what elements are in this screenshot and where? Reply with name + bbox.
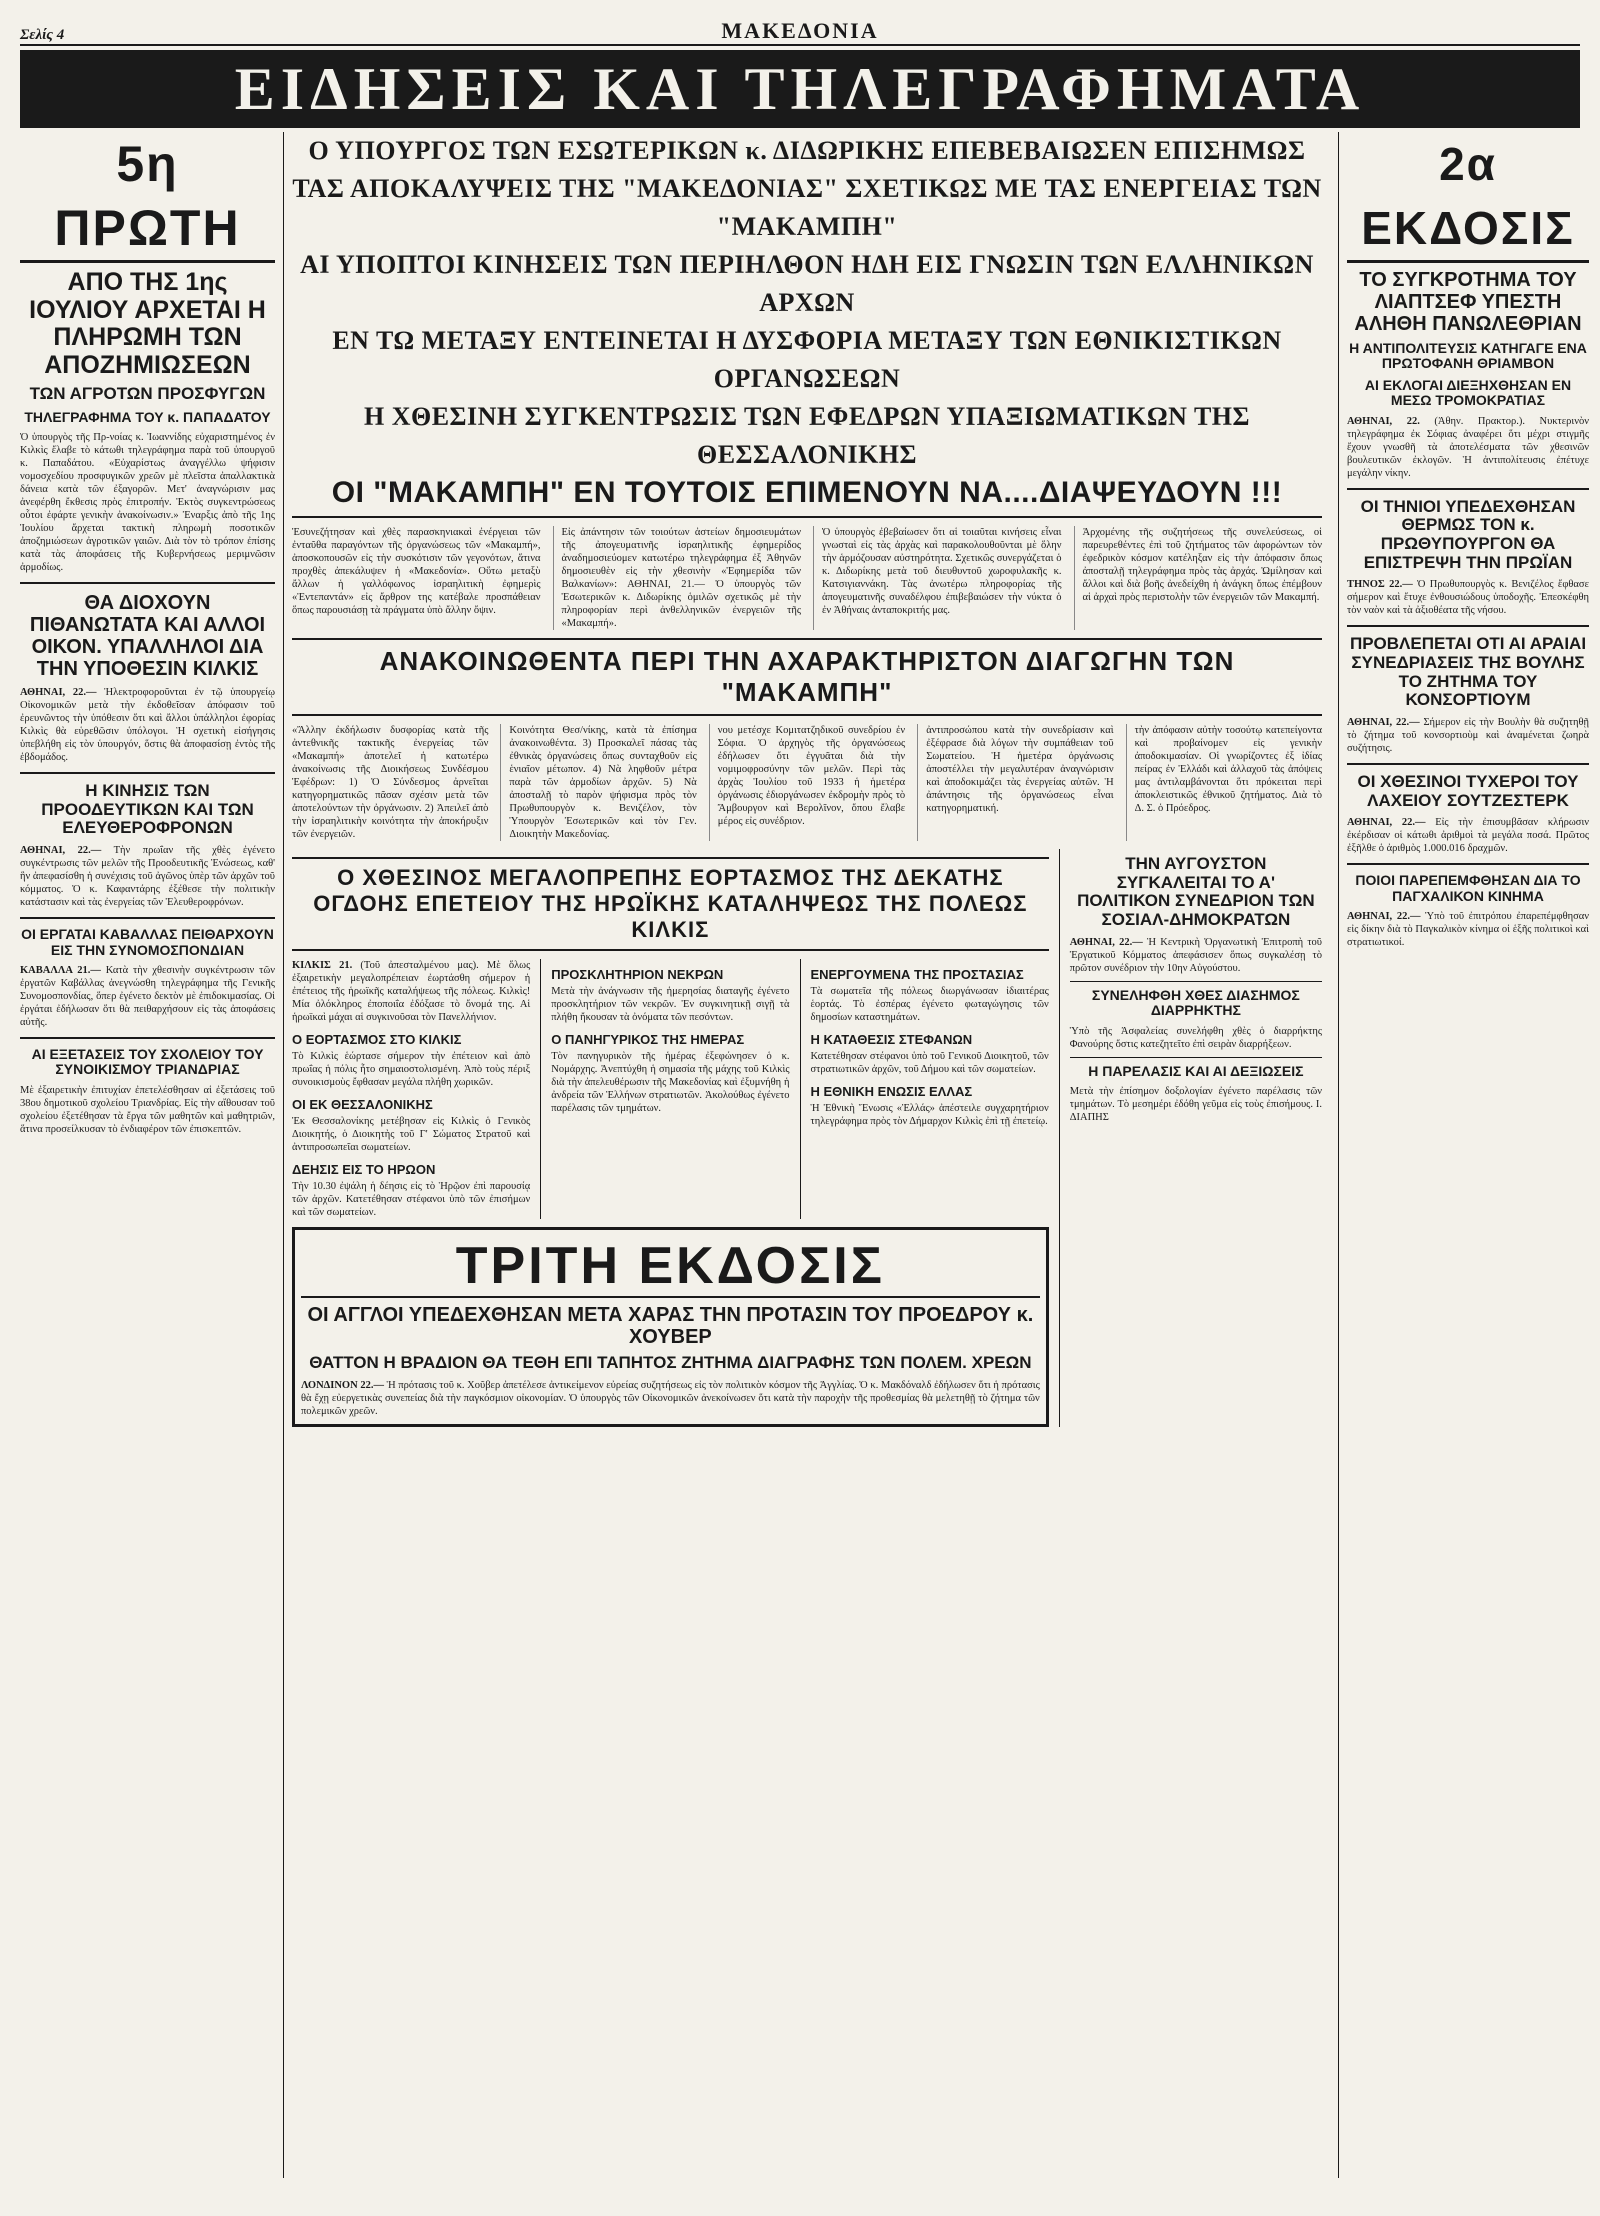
article-text: Σήμερον εἰς τὴν Βουλὴν θὰ συζητηθῇ τὸ ζήτημα τοῦ κονσορτιοὺμ καὶ ἀναμένεται ζωηρὰ συζήτησις. (1347, 717, 1589, 755)
article-body (20, 964, 275, 1029)
article-body: Τὰ σωματεῖα τῆς πόλεως διωργάνωσαν ἰδιαιτέρας ἑορτάς. Τὸ ἐσπέρας ἐγένετο φωταγώγησις τῶν δημοσίων καταστημάτων. (810, 986, 1049, 1023)
article-body (1347, 910, 1589, 949)
headline: Η ΚΙΝΗΣΙΣ ΤΩΝ ΠΡΟΟΔΕΥΤΙΚΩΝ ΚΑΙ ΤΩΝ ΕΛΕΥΘΕΡΟΦΡΟΝΩΝ (41, 781, 254, 838)
article-body: τὴν ἀπόφασιν αὐτὴν τοσούτῳ κατεπείγοντα καὶ προβαίνομεν εἰς γενικὴν ἀποδοκιμασίαν. Οἱ γνωρίζοντες ἐξ ἰδίας πείρας ἐν Ἑλλάδι καὶ ἀλλαχοῦ τὰς ἀπόψεις μας ἀντιλαμβάνονται ὅτι πρόκειται περὶ ἀποκλειστικῶς ἐθνικοῦ ζητήματος. Διὰ τὸ Δ. Σ. ὁ Πρόεδρος. (1126, 724, 1322, 841)
first-edition-label: 5η ΠΡΩΤΗ (20, 132, 275, 263)
article-body (1070, 936, 1322, 975)
article-body: Μετὰ τὴν ἐπίσημον δοξολογίαν ἐγένετο παρέλασις τῶν τμημάτων. Τὸ μεσημέρι ἐδόθη γεῦμα εἰς τοὺς ἐπισήμους. Ι. ΔΙΑΠΗΣ (1069, 1085, 1322, 1123)
divider (20, 582, 275, 584)
kilkis-column (540, 959, 789, 1219)
dateline: ΚΑΒΑΛΛΑ 21.— (20, 964, 101, 976)
headline: ΠΡΟΒΛΕΠΕΤΑΙ ΟΤΙ ΑΙ ΑΡΑΙΑΙ ΣΥΝΕΔΡΙΑΣΕΙΣ ΤΗΣ ΒΟΥΛΗΣ ΤΟ ΖΗΤΗΜΑ ΤΟΥ ΚΟΝΣΟΡΤΙΟΥΜ (1349, 634, 1587, 710)
article-text: Ἡ Κεντρικὴ Ὀργανωτικὴ Ἐπιτροπὴ τοῦ Ἐργατικοῦ Κόμματος ἀπεφάσισεν ὅπως συγκαλέσῃ τὸ πρῶτον συνέδριον τὴν 10ην Αὐγούστου. (1069, 936, 1322, 974)
article-body: ἀντιπροσώπου κατὰ τὴν συνεδρίασιν καὶ ἐξέφρασε διὰ λόγων τὴν συμπάθειαν τοῦ Σωματείου. Ἡ ἡμετέρα ὀργάνωσις ἀποστέλλει τὴν μεγαλυτέραν ἀναγνώρισιν καὶ ἀποδοκιμάζει τὰς ἐνεργείας αὐτῶν. Ἡ ἀπάντησις τῆς ὀργανώσεως εἶναι κατηγορηματική. (917, 724, 1113, 841)
headline: ΑΠΟ ΤΗΣ 1ης ΙΟΥΛΙΟΥ ΑΡΧΕΤΑΙ Η ΠΛΗΡΩΜΗ ΤΩΝ ΑΠΟΖΗΜΙΩΣΕΩΝ (29, 268, 266, 379)
article-body: Μετὰ τὴν ἀνάγνωσιν τῆς ἡμερησίας διαταγῆς ἐγένετο προσκλητήριον τῶν νεκρῶν. Ἐν συγκινητικῇ σιγῇ τὰ πλήθη ἤκουσαν τὰ ὀνόματα τῶν πεσόντων. (551, 986, 790, 1023)
headline: ΟΙ ΕΡΓΑΤΑΙ ΚΑΒΑΛΛΑΣ ΠΕΙΘΑΡΧΟΥΝ ΕΙΣ ΤΗΝ ΣΥΝΟΜΟΣΠΟΝΔΙΑΝ (21, 926, 274, 958)
headline: ΟΙ ΤΗΝΙΟΙ ΥΠΕΔΕΧΘΗΣΑΝ ΘΕΡΜΩΣ ΤΟΝ κ. ΠΡΩΘΥΠΟΥΡΓΟΝ ΘΑ ΕΠΙΣΤΡΕΨΗ ΤΗΝ ΠΡΩΪΑΝ (1360, 496, 1576, 572)
article-text: Ὁ Πρωθυπουργὸς κ. Βενιζέλος ἔφθασε σήμερον καὶ ἔτυχε ἐνθουσιώδους ὑποδοχῆς. Ἐπεσκέφθη τὸν ναὸν καὶ τὰ ἀξιοθέατα τῆς νήσου. (1347, 579, 1589, 617)
headline: ΠΟΙΟΙ ΠΑΡΕΠΕΜΦΘΗΣΑΝ ΔΙΑ ΤΟ ΠΑΓΧΑΛΙΚΟΝ ΚΙΝΗΜΑ (1355, 872, 1581, 904)
subheading: Ο ΠΑΝΗΓΥΡΙΚΟΣ ΤΗΣ ΗΜΕΡΑΣ (551, 1032, 745, 1047)
article-text: Κατὰ τὴν χθεσινὴν συγκέντρωσιν τῶν ἐργατῶν Καβάλλας ἀνεγνώσθη τηλεγράφημα τῆς Γενικῆς Συνομοσπονδίας, ὅπερ ἐγένετο δεκτὸν μὲ ἐπιδοκιμασίας. Οἱ ἐργάται ἐδήλωσαν ὅτι θὰ πειθαρχήσουν εἰς τὰς ἀποφάσεις αὐτῆς. (20, 964, 276, 1028)
subheadline: ΑΙ ΕΚΛΟΓΑΙ ΔΙΕΞΗΧΘΗΣΑΝ ΕΝ ΜΕΣΩ ΤΡΟΜΟΚΡΑΤΙΑΣ (1364, 376, 1572, 409)
subheadline: ΤΩΝ ΑΓΡΟΤΩΝ ΠΡΟΣΦΥΓΩΝ (29, 384, 266, 403)
lead-headline (292, 132, 1322, 518)
article-body (292, 959, 530, 1024)
right-column (1338, 132, 1589, 2178)
article-body: Ὁ ὑπουργὸς ἐβεβαίωσεν ὅτι αἱ τοιαῦται κινήσεις εἶναι γνωσταὶ εἰς τὰς ἀρχὰς καὶ παρακολουθοῦνται μὲ ὅλην τὴν ἁρμόζουσαν αὐστηρότητα. Σχετικῶς συνεργάζεται ὁ κ. Διδωρίκης μετὰ τοῦ διευθυντοῦ χωροφυλακῆς κ. Κατσιγιαννάκη. Τὰς ἀνωτέρω πληροφορίας τῆς ἀπογευματινῆς συναδέλφου ἐπιβεβαιώσεν τὴν νύκτα ὁ ἐν Ἀθήναις ἀνταποκριτής μας. (813, 526, 1062, 630)
article-body: Κοινότητα Θεσ/νίκης, κατὰ τὰ ἐπίσημα ἀνακοινωθέντα. 3) Προσκαλεῖ πάσας τὰς ἐθνικὰς ὀργανώσεις ὅπως συνταχθοῦν εἰς ἑνιαῖον μέτωπον. 4) Νὰ ληφθοῦν μέτρα παρὰ τῶν ἀρμοδίων ἀρχῶν. 5) Νὰ ἀποσταλῇ τὸ παρὸν ψήφισμα πρὸς τὸν Πρωθυπουργὸν κ. Βενιζέλον, τὸν Ὑπουργὸν Ἐσωτερικῶν καὶ τὸν Γεν. Διοικητὴν Μακεδονίας. (500, 724, 696, 841)
subheading: Η ΚΑΤΑΘΕΣΙΣ ΣΤΕΦΑΝΩΝ (810, 1032, 973, 1047)
divider (20, 772, 275, 774)
third-edition-box (292, 1227, 1049, 1427)
newspaper-page (20, 18, 1589, 2178)
divider (20, 917, 275, 919)
lead-headline-line: Η ΧΘΕΣΙΝΗ ΣΥΓΚΕΝΤΡΩΣΙΣ ΤΩΝ ΕΦΕΔΡΩΝ ΥΠΑΞΙΩΜΑΤΙΚΩΝ ΤΗΣ ΘΕΣΣΑΛΟΝΙΚΗΣ (363, 402, 1251, 469)
headline: ΤΗΝ ΑΥΓΟΥΣΤΟΝ ΣΥΓΚΑΛΕΙΤΑΙ ΤΟ Α' ΠΟΛΙΤΙΚΟΝ ΣΥΝΕΔΡΙΟΝ ΤΩΝ ΣΟΣΙΑΛ-ΔΗΜΟΚΡΑΤΩΝ (1077, 854, 1315, 930)
lead-headline-line: ΟΙ "ΜΑΚΑΜΠΗ" ΕΝ ΤΟΥΤΟΙΣ ΕΠΙΜΕΝΟΥΝ ΝΑ....ΔΙΑΨΕΥΔΟΥΝ !!! (331, 476, 1283, 509)
announcement-article (292, 724, 1322, 841)
article-body: Ἐσυνεζήτησαν καὶ χθὲς παρασκηνιακαὶ ἐνέργειαι τῶν ἐνταῦθα παραγόντων τῆς ὀργανώσεως τῶν «Μακαμπή», ἀποσκοπουσῶν εἰς τὴν συσκότισιν τῶν γεγονότων, ἅτινα προχθὲς ἀπεκάλυψεν ἡ «Μακεδονία». Οὕτω μεταξὺ ἄλλων ἡ γαλλόφωνος ἰσραηλιτικὴ ἐφημερὶς «Ἐντεπαντάν» εἰς ἄρθρον της κατέβαλε προσπάθειαν ὅπως παρουσιάσῃ τὰ πράγματα ὑπὸ ἄλλην ὄψιν. (292, 527, 541, 616)
article-body: Ἀρχομένης τῆς συζητήσεως τῆς συνελεύσεως, οἱ παρευρεθέντες ἐπὶ τοῦ ζητήματος τῶν ἀφορώντων τὸν ἐφεδρικὸν κόσμον κατέληξαν εἰς τὴν ἀπόφασιν ὅπως ἀποσταλῇ τηλεγράφημα πρὸς τὰς ἀρχάς. Ὡμίλησαν καὶ ἄλλοι καὶ διὰ βοῆς ἀνεδείχθη ἡ ἀνάγκη ὅπως ἐπέμβουν αἱ ἀρχαὶ πρὸς περιστολὴν τῶν ἐνεργειῶν τῶν Μακαμπή. (1074, 526, 1323, 630)
lead-headline-line: Ο ΥΠΟΥΡΓΟΣ ΤΩΝ ΕΣΩΤΕΡΙΚΩΝ κ. ΔΙΔΩΡΙΚΗΣ ΕΠΕΒΕΒΑΙΩΣΕΝ ΕΠΙΣΗΜΩΣ (308, 136, 1306, 165)
lead-headline-line: ΕΝ ΤΩ ΜΕΤΑΞΥ ΕΝΤΕΙΝΕΤΑΙ Η ΔΥΣΦΟΡΙΑ ΜΕΤΑΞΥ ΤΩΝ ΕΘΝΙΚΙΣΤΙΚΩΝ ΟΡΓΑΝΩΣΕΩΝ (332, 326, 1282, 393)
headline: ΘΑ ΔΙΟΧΟΥΝ ΠΙΘΑΝΩΤΑΤΑ ΚΑΙ ΑΛΛΟΙ ΟΙΚΟΝ. ΥΠΑΛΛΗΛΟΙ ΔΙΑ ΤΗΝ ΥΠΟΘΕΣΙΝ ΚΙΛΚΙΣ (29, 592, 266, 681)
divider (1070, 1057, 1322, 1058)
article-body: Ἐκ Θεσσαλονίκης μετέβησαν εἰς Κιλκὶς ὁ Γενικὸς Διοικητής, ὁ Διοικητὴς τοῦ Γ' Σώματος Στρατοῦ καὶ ἀντιπροσωπεῖαι σωματείων. (292, 1116, 531, 1153)
article-body: Τὴν 10.30 ἐψάλη ἡ δέησις εἰς τὸ Ἡρῷον ἐπὶ παρουσίᾳ τῶν ἀρχῶν. Κατετέθησαν στέφανοι ὑπὸ τῶν ἐπισήμων καὶ τῶν σωματείων. (292, 1181, 531, 1218)
subheading: ΠΡΟΣΚΛΗΤΗΡΙΟΝ ΝΕΚΡΩΝ (551, 967, 724, 982)
dateline: ΑΘΗΝΑΙ, 22.— (20, 687, 97, 699)
headline: Ο ΧΘΕΣΙΝΟΣ ΜΕΓΑΛΟΠΡΕΠΗΣ ΕΟΡΤΑΣΜΟΣ ΤΗΣ ΔΕΚΑΤΗΣ ΟΓΔΟΗΣ ΕΠΕΤΕΙΟΥ ΤΗΣ ΗΡΩΪΚΗΣ ΚΑΤΑΛΗΨΕΩΣ ΤΗΣ ΠΟΛΕΩΣ ΚΙΛΚΙΣ (292, 857, 1049, 951)
divider (20, 1037, 275, 1039)
kilkis-article (292, 849, 1049, 1427)
article-body: νου μετέσχε Κομιτατζηδικοῦ συνεδρίου ἐν Σόφια. Ὁ ἀρχηγὸς τῆς ὀργανώσεως ἐδήλωσεν ὅτι ἐγγυᾶται διὰ τὴν νομιμοφροσύνην τῶν μελῶν. Περὶ τὰς ἀρχὰς Ἰουλίου τοῦ 1933 ἡ ἡμετέρα ὀργάνωσις ἐδιοργάνωσεν ἐκδρομὴν πρὸς τὸ Ἄμβουργον καὶ Βερολῖνον, ὅπου ἔλαβε μέρος εἰς συνέδριον. (709, 724, 905, 841)
article-body (1347, 415, 1589, 480)
divider (1070, 981, 1322, 982)
subheadline: ΤΗΛΕΓΡΑΦΗΜΑ ΤΟΥ κ. ΠΑΠΑΔΑΤΟΥ (24, 408, 271, 425)
article-text: Ὑπὸ τοῦ ἐπιτρόπου ἐπαρεπέμφθησαν εἰς δίκην διὰ τὸ Παγκαλικὸν κίνημα οἱ ἑξῆς πολιτικοὶ καὶ στρατιωτικοί. (1347, 911, 1589, 949)
article-text: (Ἀθην. Πρακτορ.). Νυκτερινὸν τηλεγράφημα ἐκ Σόφιας ἀναφέρει ὅτι μέχρι στιγμῆς ἔχουν γνωσθῆ τὰ ἀποτελέσματα τῶν χθεσινῶν βουλευτικῶν ἐκλογῶν. Ἡ ἀντιπολίτευσις ἐπέτυχε μεγάλην νίκην. (1347, 415, 1589, 479)
masthead (20, 18, 1580, 46)
headline: ΑΙ ΕΞΕΤΑΣΕΙΣ ΤΟΥ ΣΧΟΛΕΙΟΥ ΤΟΥ ΣΥΝΟΙΚΙΣΜΟΥ ΤΡΙΑΝΔΡΙΑΣ (31, 1045, 264, 1078)
article-body: Εἰς ἀπάντησιν τῶν τοιούτων ἀστείων δημοσιευμάτων τῆς ἀπογευματινῆς ἰσραηλιτικῆς ἐφημερίδος ἀναδημοσιεύομεν κατωτέρω τηλεγράφημα ἐξ Ἀθηνῶν δημοσιευθὲν εἰς τὴν χθεσινὴν «Ἐφημερίδα τῶν Βαλκανίων»: ΑΘΗΝΑΙ, 21.— Ὁ ὑπουργὸς τῶν Ἐσωτερικῶν κ. Διδωρίκης ὁμιλῶν σχετικῶς μὲ τὴν πληροφορίαν περὶ ἀνθελληνικῶν ἐνεργειῶν τῆς «Μακαμπή». (553, 526, 802, 630)
divider (1347, 488, 1589, 490)
article-body: Ὁ ὑπουργὸς τῆς Πρ-νοίας κ. Ἰωαννίδης εὐχαριστημένος ἐν Κιλκὶς ἔλαβε τὸ κάτωθι τηλεγράφημα παρὰ τοῦ ὑπουργοῦ κ. Παπαδάτου. «Εὐχαρίστως ἀναγγέλλω ψήφισιν νομοσχεδίου προσφυγικῶν χρεῶν μὲ πλεῖστα ἀπαλλακτικὰ δάνεια κατὰ τῶν ἐξαγορῶν. Μετ' ἀναγνώρισιν μας ἀνεφέρθη ἔκθεσις πρὸς ἐπιτροπήν. Ἐκτὸς συγκεντρώσεως οὗτοι ἐφάρτε γενικὴν ἀνακοίνωσιν.» Ἐναρξις ἀπὸ τῆς 1ης Ἰουλίου ἄρχεται τακτικὴ πληρωμὴ ποσοτικῶν ἀποζημιώσεων ἀγροτικῶν γαιῶν. Διὰ τὸν τὸ τρόπον ἐπίσης κατὰ τὰς ἀποφάσεις τῆς Κυβερνήσεως μεριμνῶσιν ἀρμοδίως. (20, 432, 275, 574)
kilkis-column (800, 959, 1049, 1219)
article-body: Τὸ Κιλκὶς ἑώρτασε σήμερον τὴν ἐπέτειον καὶ ἀπὸ πρωΐας ἡ πόλις ἦτο σημαιοστολισμένη. Ἀπὸ τοὺς πέριξ συνοικισμοὺς ἔφθασαν μεγάλα πλήθη χωρικῶν. (292, 1051, 531, 1088)
subheadline: Η ΑΝΤΙΠΟΛΙΤΕΥΣΙΣ ΚΑΤΗΓΑΓΕ ΕΝΑ ΠΡΩΤΟΦΑΝΗ ΘΡΙΑΜΒΟΝ (1349, 340, 1587, 372)
dateline: ΑΘΗΝΑΙ, 22.— (1347, 817, 1426, 829)
kilkis-columns (292, 959, 1049, 1219)
article-body: Ἡ Ἐθνικὴ Ἕνωσις «Ἑλλάς» ἀπέστειλε συγχαρητήριον τηλεγράφημα πρὸς τὸν Δήμαρχον Κιλκὶς ἐπὶ τῇ ἐπετείῳ. (810, 1103, 1049, 1127)
headline: ΤΟ ΣΥΓΚΡΟΤΗΜΑ ΤΟΥ ΛΙΑΠΤΣΕΦ ΥΠΕΣΤΗ ΑΛΗΘΗ ΠΑΝΩΛΕΘΡΙΑΝ (1354, 269, 1582, 335)
dateline: ΑΘΗΝΑΙ, 22.— (1347, 717, 1420, 729)
article-body: Κατετέθησαν στέφανοι ὑπὸ τοῦ Γενικοῦ Διοικητοῦ, τῶν στρατιωτικῶν ἀρχῶν, τοῦ Δήμου καὶ τῶν σωματείων. (810, 1051, 1049, 1075)
article-body (1347, 578, 1589, 617)
article-text: Ἠλεκτροφοροῦνται ἐν τῷ ὑπουργείῳ Οἰκονομικῶν μετὰ τὴν ἐκδοθεῖσαν ἀπόφασιν τοῦ ἐρευνῶντος τὴν ὑπόθεσιν ὅτι καὶ ἄλλοι ὑπάλληλοι ἐφορίας Κιλκὶς θὰ εὑρεθῶσιν ὑπόλογοι. Ἡ σχετικὴ εἰσήγησις ὑπεβλήθη εἰς τὸν ὑπουργόν, ὅστις θὰ ἀποφασίσῃ ἐντὸς τῆς ἑβδομάδος. (20, 687, 275, 764)
article-text: Ἡ πρότασις τοῦ κ. Χοῦβερ ἀπετέλεσε ἀντικείμενον εὐρείας συζητήσεως εἰς τὸν πολιτικὸν κόσμον τῆς Ἀγγλίας. Ὁ κ. Μακδόναλδ ἐδήλωσεν ὅτι ἡ πρότασις θὰ ἔχῃ εὐεργετικὰς συνεπείας διὰ τὴν παγκόσμιον οἰκονομίαν. Ὁ ὑπουργὸς τῶν Οἰκονομικῶν ἀνεκοίνωσεν ὅτι κατὰ τὴν παροχὴν τῆς προθεσμίας θὰ μελετηθῇ τὸ ζήτημα τῶν πολεμικῶν χρεῶν. (301, 1379, 1040, 1417)
section-banner-title: ΕΙΔΗΣΕΙΣ ΚΑΙ ΤΗΛΕΓΡΑΦΗΜΑΤΑ (234, 55, 1366, 122)
headline: ΟΙ ΧΘΕΣΙΝΟΙ ΤΥΧΕΡΟΙ ΤΟΥ ΛΑΧΕΙΟΥ ΣΟΥΤΖΕΣΤΕΡΚ (1357, 772, 1579, 810)
subheading: Η ΕΘΝΙΚΗ ΕΝΩΣΙΣ ΕΛΛΑΣ (810, 1084, 973, 1099)
article-body (1347, 716, 1589, 755)
dateline: ΛΟΝΔΙΝΟΝ 22.— (301, 1379, 384, 1391)
paper-name: ΜΑΚΕΔΟΝΙΑ (721, 18, 879, 43)
kilkis-column (292, 959, 530, 1219)
headline: ΣΥΝΕΛΗΦΘΗ ΧΘΕΣ ΔΙΑΣΗΜΟΣ ΔΙΑΡΡΗΚΤΗΣ (1091, 986, 1300, 1019)
lower-center (292, 849, 1322, 1427)
subheading: ΟΙ ΕΚ ΘΕΣΣΑΛΟΝΙΚΗΣ (292, 1097, 433, 1112)
second-edition-label: 2α ΕΚΔΟΣΙΣ (1347, 132, 1589, 263)
article-body (301, 1379, 1040, 1418)
lead-article (292, 526, 1322, 630)
article-text: Εἰς τὴν ἐπισυμβᾶσαν κλήρωσιν ἐκέρδισαν οἱ κάτωθι ἀριθμοὶ τὰ μεγάλα ποσά. Πρῶτος ἐξῆλθε ὁ ἀριθμὸς 1.000.016 δραχμῶν. (1347, 817, 1589, 855)
dateline: ΑΘΗΝΑΙ, 22.— (20, 845, 102, 857)
subheading: ΕΝΕΡΓΟΥΜΕΝΑ ΤΗΣ ΠΡΟΣΤΑΣΙΑΣ (810, 967, 1024, 982)
headline: ΑΝΑΚΟΙΝΩΘΕΝΤΑ ΠΕΡΙ ΤΗΝ ΑΧΑΡΑΚΤΗΡΙΣΤΟΝ ΔΙΑΓΩΓΗΝ ΤΩΝ "ΜΑΚΑΜΠΗ" (292, 638, 1322, 716)
article-text: (Τοῦ ἀπεσταλμένου μας). Μὲ ὅλως ἐξαιρετικὴν μεγαλοπρέπειαν ἐωρτάσθη σήμερον ἡ ἐπέτειος τῆς ἡρωϊκῆς καταλήψεως τῆς πόλεως. Κιλκὶς! Μία ὀλόκληρος ἐποποιΐα ἐδόξασε τὸ ὄνομά της. Αἱ ἡρωϊκαὶ μάχαι αἱ συγκινοῦσαι τὸν Πανελλήνιον. (292, 960, 531, 1023)
dateline: ΑΘΗΝΑΙ, 22.— (1347, 911, 1421, 923)
headline: ΟΙ ΑΓΓΛΟΙ ΥΠΕΔΕΧΘΗΣΑΝ ΜΕΤΑ ΧΑΡΑΣ ΤΗΝ ΠΡΟΤΑΣΙΝ ΤΟΥ ΠΡΟΕΔΡΟΥ κ. ΧΟΥΒΕΡ (307, 1304, 1034, 1348)
article-body (1347, 816, 1589, 855)
article-body: Μὲ ἐξαιρετικὴν ἐπιτυχίαν ἐπετελέσθησαν αἱ ἐξετάσεις τοῦ 38ου δημοτικοῦ σχολείου Τριανδρίας. Εἰς τὴν αἴθουσαν τοῦ σχολείου ἐξετέθησαν τὰ ἔργα τῶν μαθητῶν καὶ μαθητριῶν, ἅτινα προσείλκυσαν τὸ ἐνδιαφέρον τῶν ἐπισκεπτῶν. (20, 1084, 275, 1135)
subheading: Ο ΕΟΡΤΑΣΜΟΣ ΣΤΟ ΚΙΛΚΙΣ (292, 1032, 462, 1047)
article-body (20, 844, 275, 909)
columns (20, 132, 1589, 2178)
third-edition-label: ΤΡΙΤΗ ΕΚΔΟΣΙΣ (301, 1236, 1040, 1298)
divider (1347, 863, 1589, 865)
dateline: ΑΘΗΝΑΙ, 22. (1347, 415, 1420, 427)
dateline: ΚΙΛΚΙΣ 21. (292, 960, 353, 971)
article-body: Ὑπὸ τῆς Ἀσφαλείας συνελήφθη χθὲς ὁ διαρρήκτης Φανούρης ὅστις κατεζητεῖτο ἐπὶ σειρὰν διαρρήξεων. (1069, 1025, 1322, 1050)
article-body: «Ἄλλην ἐκδήλωσιν δυσφορίας κατὰ τῆς ἀντεθνικῆς τακτικῆς ἐνεργείας τῶν «Μακαμπή» ἀποτελεῖ ἡ κατωτέρω ἀνακοίνωσις τῆς Διοικήσεως Συνδέσμου Ἐφέδρων: 1) Ὁ Σύνδεσμος ἀρνεῖται κατηγορηματικῶς πᾶσαν σχέσιν μετὰ τῶν ἀποτελούντων τὴν ὀργάνωσιν. 2) Ἀπειλεῖ ἀπὸ τὴν ἰσραηλιτικὴν κοινότητα τὴν ἀποκήρυξιν τῶν ἐνεργειῶν. (292, 725, 489, 840)
lead-headline-line: ΤΑΣ ΑΠΟΚΑΛΥΨΕΙΣ ΤΗΣ "ΜΑΚΕΔΟΝΙΑΣ" ΣΧΕΤΙΚΩΣ ΜΕ ΤΑΣ ΕΝΕΡΓΕΙΑΣ ΤΩΝ "ΜΑΚΑΜΠΗ" (292, 174, 1322, 241)
headline: Η ΠΑΡΕΛΑΣΙΣ ΚΑΙ ΑΙ ΔΕΞΙΩΣΕΙΣ (1088, 1062, 1304, 1079)
side-stories (1059, 849, 1322, 1427)
left-column (20, 132, 284, 2178)
center-column (292, 132, 1322, 2178)
page-number: Σελίς 4 (20, 27, 65, 43)
dateline: ΑΘΗΝΑΙ, 22.— (1069, 936, 1143, 948)
article-text: Τὴν πρωΐαν τῆς χθὲς ἐγένετο συγκέντρωσις τῶν μελῶν τῆς Προοδευτικῆς Ἑνώσεως, καθ' ἣν ἀπεφασίσθη ἡ συνέχισις τοῦ ἀγῶνος ὑπὲρ τῶν ἀρχῶν τοῦ κόμματος. Ὁ κ. Καφαντάρης ἐξέθεσε τὴν πολιτικὴν κατάστασιν καὶ τὰς ἐνεργείας τῶν Ἐλευθεροφρόνων. (20, 845, 276, 909)
subheadline: ΘΑΤΤΟΝ Η ΒΡΑΔΙΟΝ ΘΑ ΤΕΘΗ ΕΠΙ ΤΑΠΗΤΟΣ ΖΗΤΗΜΑ ΔΙΑΓΡΑΦΗΣ ΤΩΝ ΠΟΛΕΜ. ΧΡΕΩΝ (309, 1353, 1032, 1372)
subheading: ΔΕΗΣΙΣ ΕΙΣ ΤΟ ΗΡΩΟΝ (292, 1162, 436, 1177)
lead-headline-line: ΑΙ ΥΠΟΠΤΟΙ ΚΙΝΗΣΕΙΣ ΤΩΝ ΠΕΡΙΗΛΘΟΝ ΗΔΗ ΕΙΣ ΓΝΩΣΙΝ ΤΩΝ ΕΛΛΗΝΙΚΩΝ ΑΡΧΩΝ (300, 250, 1314, 317)
dateline: ΤΗΝΟΣ 22.— (1347, 579, 1413, 591)
divider (1347, 763, 1589, 765)
divider (1347, 625, 1589, 627)
section-banner (20, 50, 1580, 128)
article-body: Τὸν πανηγυρικὸν τῆς ἡμέρας ἐξεφώνησεν ὁ κ. Νομάρχης. Ἀνεπτύχθη ἡ σημασία τῆς μάχης τοῦ Κιλκὶς διὰ τὴν ἀπελευθέρωσιν τῆς Μακεδονίας καὶ ἐξυμνήθη ἡ ἀνδρεία τῶν Ἑλλήνων στρατιωτῶν. Ἀκολούθως ἐγένετο παρέλασις τῶν τμημάτων. (551, 1051, 790, 1114)
article-body (20, 686, 275, 764)
